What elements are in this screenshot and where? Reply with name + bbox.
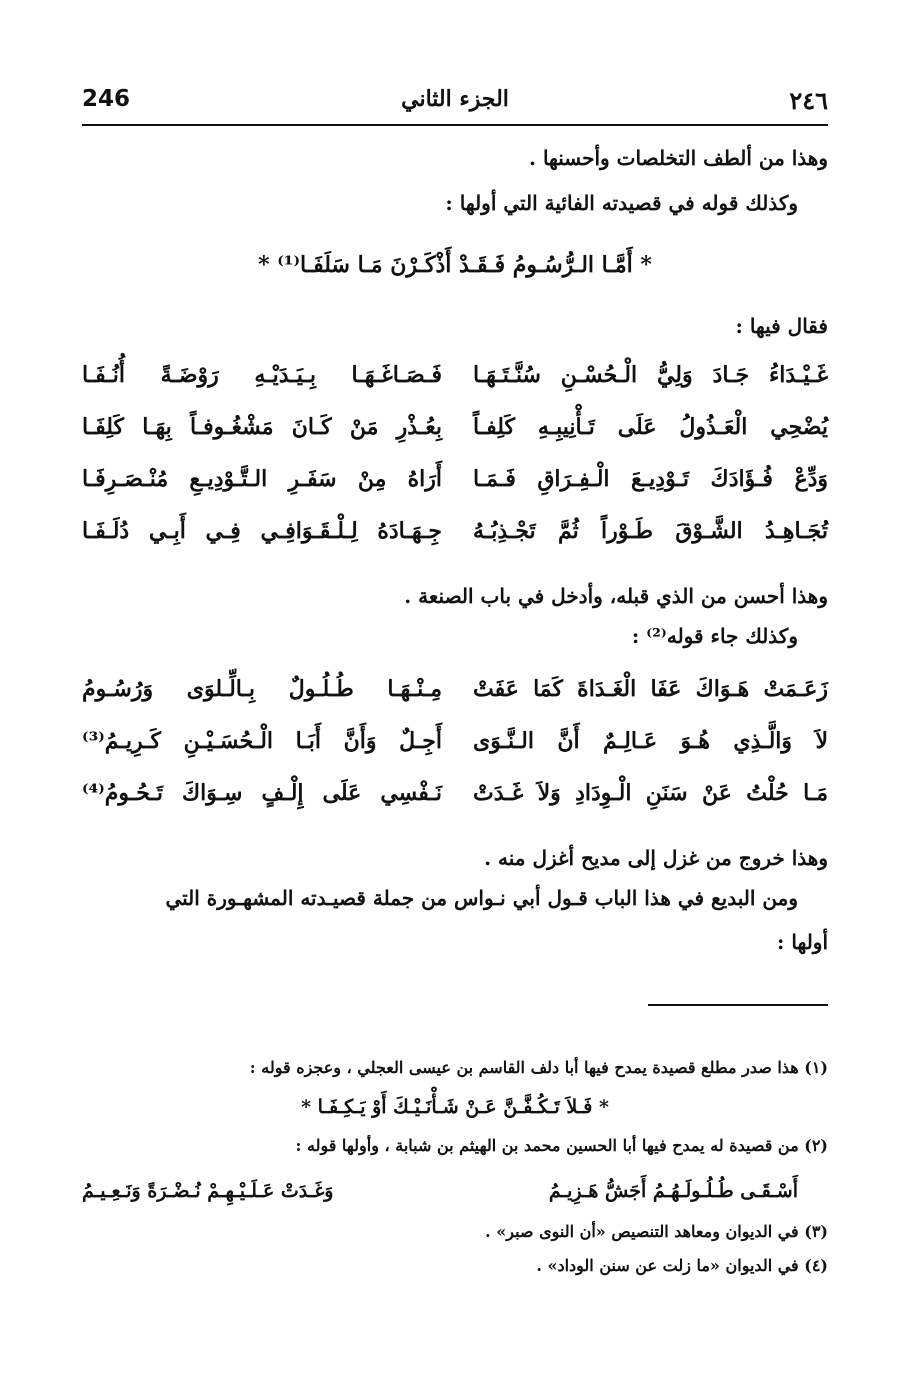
paragraph-5: وكذلك جاء قوله⁽²⁾ : [631,624,798,648]
paragraph-6: وهذا خروج من غزل إلى مديح أغزل منه . [484,846,828,870]
paragraph-8: أولها : [777,930,828,954]
footnote-separator [648,1004,828,1006]
paragraph-1: وهذا من ألطف التخلصات وأحسنها . [529,146,828,170]
header-rule [82,124,828,126]
verse-second-hemistich: أَرَاهُ مِنْ سَفَـرِ الـتَّـوْدِيـعِ مُنْـصَـرِفَـا [82,466,442,492]
footnote-1-verse: * فَـلاَ تَـكُـفَّـنَّ عَـنْ شَـأْنَـيْـكَ أَوْ يَـكِـفَـا * [301,1096,609,1118]
paragraph-7: ومن البديع في هذا الباب قـول أبي نـواس من جملة قصيـدته المشهـورة التي [165,886,798,910]
page-number-arabic: ٢٤٦ [789,86,828,115]
verse-first-hemistich: لاَ وَالَّـذِي هُـوَ عَـالِـمٌ أَنَّ الـنَّـوَى [473,728,828,754]
verse-row [82,362,828,402]
footnote-4: (٤) في الديوان «ما زلت عن سنن الوداد» . [536,1256,828,1275]
footnote-2: (٢) من قصيدة له يمدح فيها أبا الحسين محمد بن الهيثم بن شبابة ، وأولها قوله : [295,1136,828,1155]
verse-row [82,728,828,768]
footnote-2-second-hemistich: وَغَـدَتْ عَـلَـيْـهِـمْ نُـضْـرَةً وَنَـعِـيـمُ [82,1180,334,1202]
verse-first-hemistich: تُجَـاهِـدُ الشَّـوْقَ طَـوْراً ثُمَّ تَجْـذِبُـهُ [473,518,828,544]
verse-second-hemistich: نَـفْسِي عَلَى إِلْـفٍ سِـوَاكَ تَـحُـومُ⁽⁴⁾ [82,780,442,806]
verse-row [82,780,828,820]
page-number-latin: 246 [82,86,131,112]
paragraph-3: فقال فيها : [735,314,828,338]
paragraph-4: وهذا أحسن من الذي قبله، وأدخل في باب الصنعة . [404,584,828,608]
page-header [82,86,828,120]
verse-first-hemistich: وَدِّعْ فُـؤَادَكَ تَـوْدِيـعَ الْـفِـرَاقِ فَـمَـا [473,466,828,492]
verse-second-hemistich: بِعُـذْرِ مَنْ كَـانَ مَشْغُـوفـاً بِهَـا كَلِفَـا [82,414,442,440]
running-title: الجزء الثاني [401,86,509,112]
verse-second-hemistich: جِـهَـادَهُ لِـلْـقَـوَافِـي فِـي أَبِـي دُلَـفَـا [82,518,442,544]
verse-row [82,466,828,506]
verse-row [82,676,828,716]
verse-row [82,518,828,558]
verse-first-hemistich: مَـا حُلْتُ عَنْ سَنَنِ الْـوِدَادِ وَلاَ غَـدَتْ [473,780,828,806]
footnote-1: (١) هذا صدر مطلع قصيدة يمدح فيها أبا دلف القاسم بن عيسى العجلي ، وعجزه قوله : [249,1058,828,1077]
verse-second-hemistich: أَجِـلٌ وَأَنَّ أَبَـا الْـحُسَـيْـنِ كَـرِيـمُ⁽³⁾ [82,728,442,754]
verse-first-hemistich: غَـيْـدَاءُ جَـادَ وَلِيُّ الْـحُسْـنِ سُنَّـتَـهَـا [473,362,828,388]
footnote-3: (٣) في الديوان ومعاهد التنصيص «أن النوى صبر» . [485,1222,828,1241]
opening-verse: * أَمَّـا الـرُّسُـومُ فَـقَـدْ أَذْكَـرْنَ مَـا سَلَفَـا⁽¹⁾ * [258,252,652,278]
footnote-2-first-hemistich: أَسْـقَـى طُـلُـولَـهُـمُ أَجَشُّ هَـزِيـمُ [548,1180,798,1202]
verse-second-hemistich: فَـصَـاغَـهَـا بِـيَـدَيْـهِ رَوْضَـةً أُنُـفَـا [82,362,442,388]
paragraph-2: وكذلك قوله في قصيدته الفائية التي أولها : [445,191,798,215]
verse-first-hemistich: زَعَـمَتْ هَـوَاكَ عَفَا الْغَـدَاةَ كَمَا عَفَتْ [473,676,828,702]
verse-first-hemistich: يُضْحِي الْعَـذُولُ عَلَى تَـأْنِيبِـهِ كَلِفـاً [473,414,828,440]
verse-row [82,414,828,454]
verse-second-hemistich: مِـنْـهَـا طُـلُـولٌ بِـالِّـلوَى وَرُسُـومُ [82,676,442,702]
